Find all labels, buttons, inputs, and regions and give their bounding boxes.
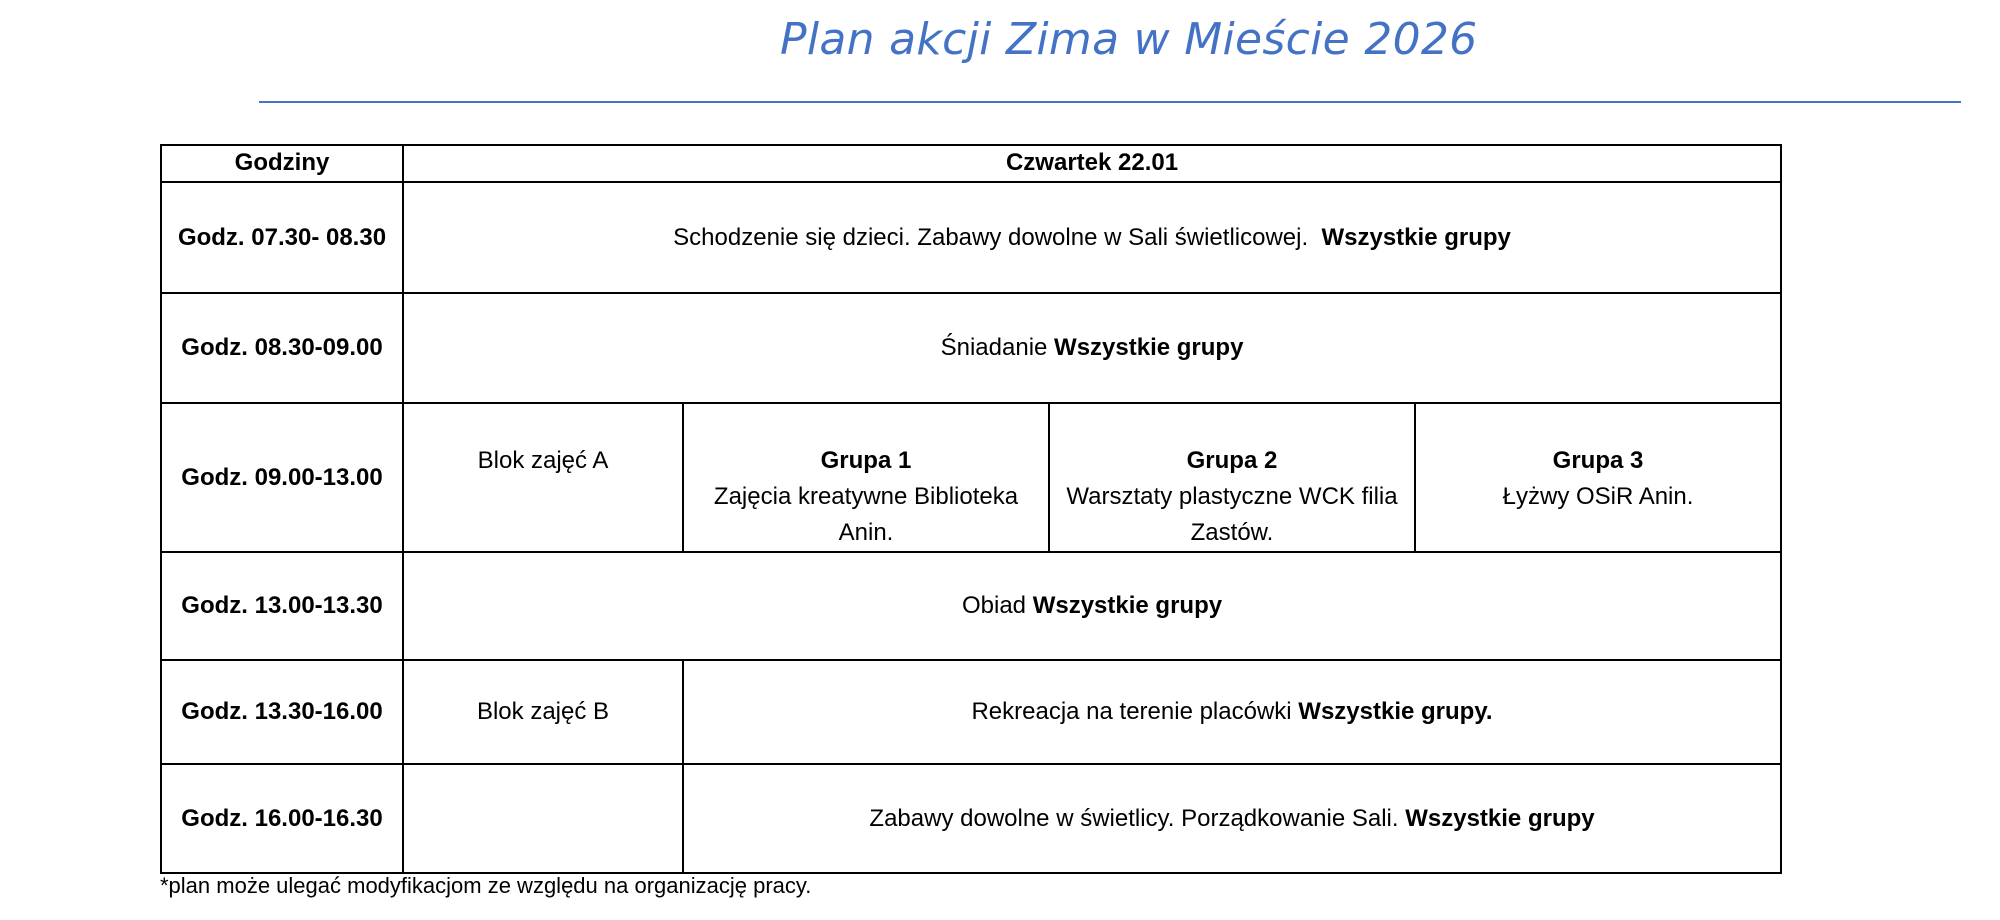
hours-column-header: Godziny	[161, 145, 403, 182]
activity-cell	[683, 764, 1781, 873]
table-row	[161, 552, 1781, 660]
table-row	[161, 660, 1781, 764]
hours-cell: Godz. 13.30-16.00	[161, 660, 403, 764]
group-cell	[683, 403, 1049, 552]
activity-cell	[403, 182, 1781, 293]
groups-label: Wszystkie grupy	[1054, 334, 1244, 361]
hours-cell: Godz. 08.30-09.00	[161, 293, 403, 403]
block-cell: Blok zajęć B	[403, 660, 683, 764]
activity-text: Śniadanie	[940, 334, 1048, 361]
activity-text: Obiad	[961, 592, 1027, 619]
table-header-row	[161, 145, 1781, 182]
group-activity: Łyżwy OSiR Anin.	[1502, 483, 1694, 510]
activity-text: Zabawy dowolne w świetlicy. Porządkowanie Sali.	[869, 804, 1399, 832]
activity-cell	[403, 293, 1781, 403]
groups-label: Wszystkie grupy.	[1298, 698, 1493, 725]
hours-cell: Godz. 07.30- 08.30	[161, 182, 403, 293]
table-row	[161, 182, 1781, 293]
group-cell	[1415, 403, 1781, 552]
table-row	[161, 764, 1781, 873]
block-cell	[403, 764, 683, 873]
block-cell: Blok zajęć A	[403, 403, 683, 552]
activity-cell	[683, 660, 1781, 764]
day-column-header: Czwartek 22.01	[403, 145, 1781, 182]
footnote: *plan może ulegać modyfikacjom ze względu na organizację pracy.	[160, 873, 812, 898]
group-name: Grupa 2	[1186, 447, 1278, 474]
schedule-table	[160, 144, 1782, 874]
groups-label: Wszystkie grupy	[1405, 804, 1595, 832]
group-name: Grupa 3	[1552, 447, 1644, 474]
table-row	[161, 293, 1781, 403]
activity-text: Schodzenie się dzieci. Zabawy dowolne w Sali świetlicowej.	[673, 223, 1309, 251]
groups-label: Wszystkie grupy	[1032, 592, 1223, 619]
group-activity: Warsztaty plastyczne WCK filia Zastów.	[1066, 483, 1398, 546]
hours-cell: Godz. 16.00-16.30	[161, 764, 403, 873]
groups-label: Wszystkie grupy	[1321, 223, 1511, 251]
hours-cell: Godz. 13.00-13.30	[161, 552, 403, 660]
page-title: Plan akcji Zima w Mieście 2026	[780, 14, 1478, 65]
group-activity: Zajęcia kreatywne Biblioteka Anin.	[713, 483, 1019, 546]
title-divider	[259, 101, 1961, 103]
activity-cell	[403, 552, 1781, 660]
activity-text: Rekreacja na terenie placówki	[971, 698, 1292, 725]
group-name: Grupa 1	[820, 447, 912, 474]
table-row	[161, 403, 1781, 552]
hours-cell: Godz. 09.00-13.00	[161, 403, 403, 552]
group-cell	[1049, 403, 1415, 552]
